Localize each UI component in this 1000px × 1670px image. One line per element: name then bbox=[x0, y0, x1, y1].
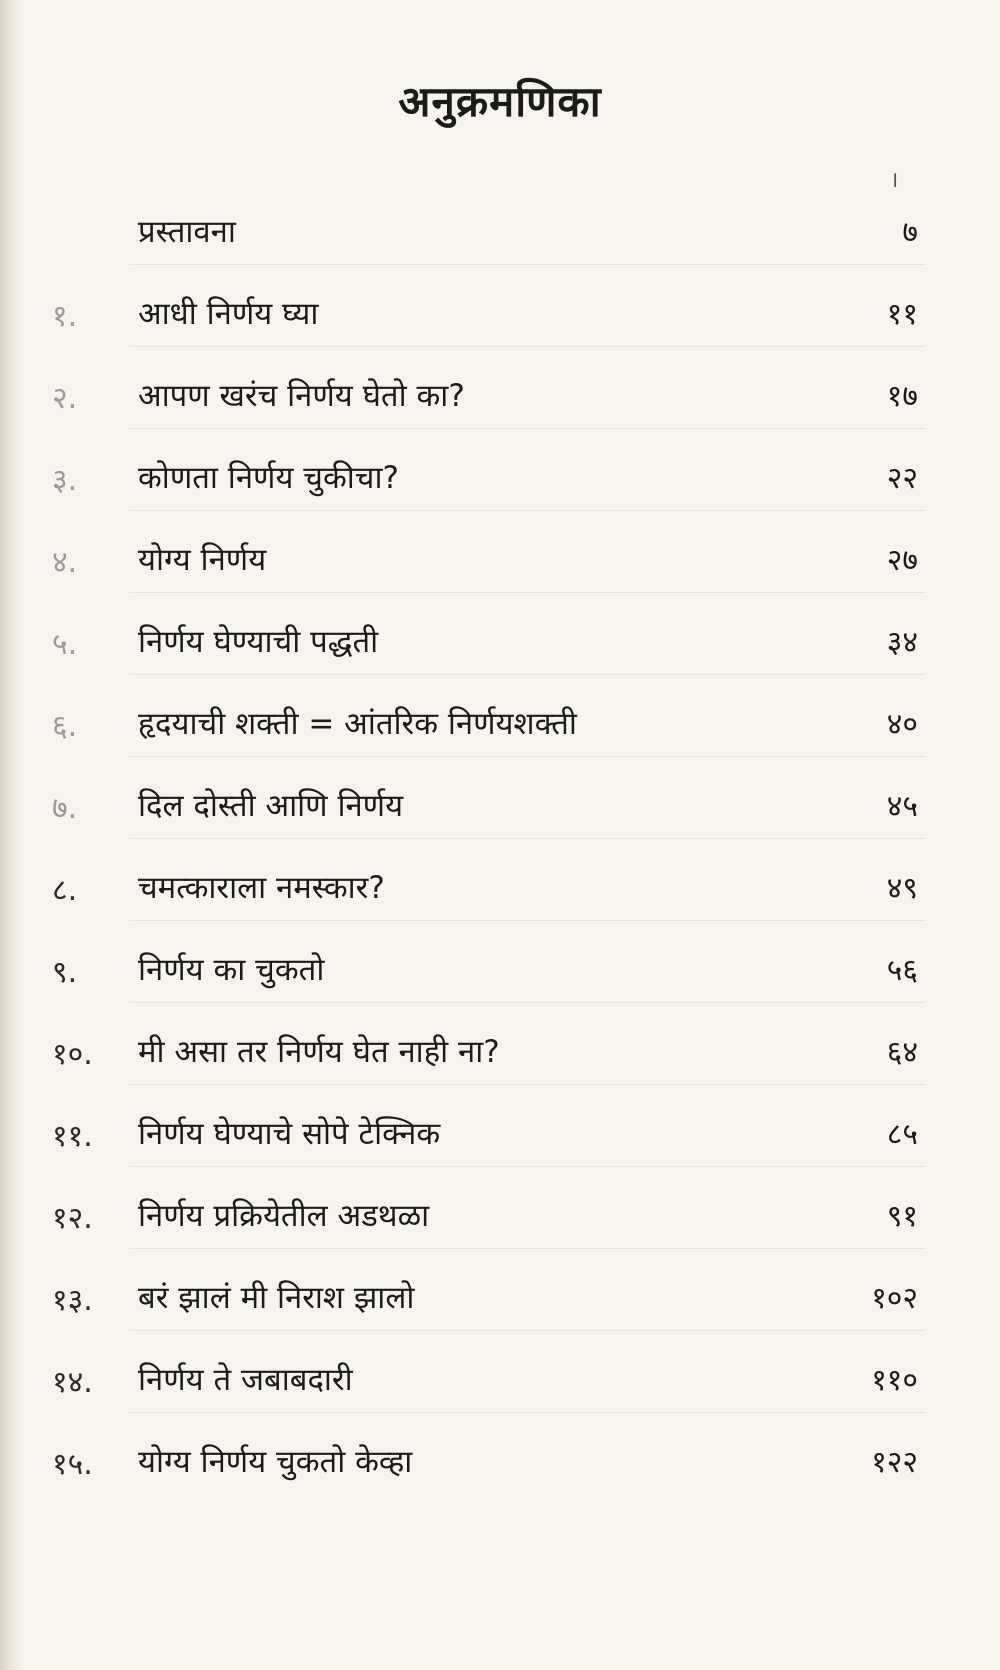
chapter-title: निर्णय प्रक्रियेतील अडथळा bbox=[138, 1198, 430, 1234]
toc-entry[interactable] bbox=[0, 928, 1000, 1014]
page-number: ५६ bbox=[886, 953, 918, 988]
chapter-title: बरं झालं मी निराश झालो bbox=[138, 1280, 415, 1316]
chapter-number: ९. bbox=[52, 955, 78, 990]
page-number: ९१ bbox=[886, 1199, 918, 1234]
chapter-number: १२. bbox=[52, 1201, 93, 1236]
row-divider bbox=[130, 1412, 925, 1413]
row-divider bbox=[130, 346, 925, 347]
row-divider bbox=[130, 756, 925, 757]
row-divider bbox=[130, 1330, 925, 1331]
page-number: १०२ bbox=[871, 1281, 918, 1316]
chapter-title: हृदयाची शक्ती = आंतरिक निर्णयशक्ती bbox=[138, 706, 577, 742]
row-divider bbox=[130, 264, 925, 265]
toc-entry[interactable] bbox=[0, 600, 1000, 686]
chapter-number: ४. bbox=[52, 545, 78, 580]
toc-entry[interactable] bbox=[0, 1010, 1000, 1096]
page-number: ८५ bbox=[886, 1117, 918, 1152]
toc-entry[interactable] bbox=[0, 190, 1000, 276]
page-column-mark: । bbox=[890, 168, 899, 193]
toc-entry[interactable] bbox=[0, 1174, 1000, 1260]
page-number: २७ bbox=[886, 543, 918, 578]
chapter-title: चमत्काराला नमस्कार? bbox=[138, 870, 385, 906]
page-number: १२२ bbox=[871, 1445, 918, 1480]
toc-entry[interactable] bbox=[0, 682, 1000, 768]
toc-entry[interactable] bbox=[0, 1420, 1000, 1506]
chapter-number: १. bbox=[52, 299, 78, 334]
chapter-title: दिल दोस्ती आणि निर्णय bbox=[138, 788, 404, 824]
chapter-number: २. bbox=[52, 381, 78, 416]
chapter-number: ११. bbox=[52, 1119, 93, 1154]
toc-entry[interactable] bbox=[0, 518, 1000, 604]
toc-entry[interactable] bbox=[0, 846, 1000, 932]
toc-entry[interactable] bbox=[0, 1338, 1000, 1424]
chapter-title: मी असा तर निर्णय घेत नाही ना? bbox=[138, 1034, 500, 1070]
toc-entry[interactable] bbox=[0, 1256, 1000, 1342]
chapter-title: निर्णय घेण्याचे सोपे टेक्निक bbox=[138, 1116, 441, 1152]
chapter-number: ५. bbox=[52, 627, 78, 662]
chapter-number: १४. bbox=[52, 1365, 93, 1400]
page-number: १७ bbox=[886, 379, 918, 414]
chapter-number: १०. bbox=[52, 1037, 93, 1072]
chapter-title: योग्य निर्णय bbox=[138, 542, 267, 578]
chapter-title: आपण खरंच निर्णय घेतो का? bbox=[138, 378, 465, 414]
page-number: ४९ bbox=[886, 871, 918, 906]
chapter-number: ६. bbox=[52, 709, 78, 744]
chapter-title: निर्णय का चुकतो bbox=[138, 952, 325, 988]
page-number: ३४ bbox=[886, 625, 918, 660]
chapter-title: निर्णय ते जबाबदारी bbox=[138, 1362, 353, 1398]
chapter-number: ३. bbox=[52, 463, 78, 498]
chapter-number: ८. bbox=[52, 873, 78, 908]
row-divider bbox=[130, 428, 925, 429]
row-divider bbox=[130, 592, 925, 593]
chapter-number: १३. bbox=[52, 1283, 93, 1318]
chapter-title: कोणता निर्णय चुकीचा? bbox=[138, 460, 399, 496]
row-divider bbox=[130, 1248, 925, 1249]
toc-entry[interactable] bbox=[0, 272, 1000, 358]
toc-entry[interactable] bbox=[0, 1092, 1000, 1178]
row-divider bbox=[130, 1084, 925, 1085]
toc-entry[interactable] bbox=[0, 764, 1000, 850]
page-number: ११ bbox=[886, 297, 918, 332]
chapter-title: आधी निर्णय घ्या bbox=[138, 296, 319, 332]
toc-entry[interactable] bbox=[0, 436, 1000, 522]
page-number: ७ bbox=[902, 215, 918, 250]
row-divider bbox=[130, 920, 925, 921]
page-number: ११० bbox=[871, 1363, 918, 1398]
row-divider bbox=[130, 674, 925, 675]
chapter-title: प्रस्तावना bbox=[138, 214, 236, 250]
chapter-title: निर्णय घेण्याची पद्धती bbox=[138, 624, 379, 660]
page-title: अनुक्रमणिका bbox=[398, 77, 602, 126]
page-number: ४० bbox=[886, 707, 918, 742]
row-divider bbox=[130, 510, 925, 511]
chapter-title: योग्य निर्णय चुकतो केव्हा bbox=[138, 1444, 413, 1480]
toc-entry[interactable] bbox=[0, 354, 1000, 440]
page-number: २२ bbox=[886, 461, 918, 496]
row-divider bbox=[130, 1166, 925, 1167]
page-number: ६४ bbox=[886, 1035, 918, 1070]
chapter-number: ७. bbox=[52, 791, 78, 826]
row-divider bbox=[130, 838, 925, 839]
page-number: ४५ bbox=[886, 789, 918, 824]
chapter-number: १५. bbox=[52, 1447, 93, 1482]
row-divider bbox=[130, 1002, 925, 1003]
